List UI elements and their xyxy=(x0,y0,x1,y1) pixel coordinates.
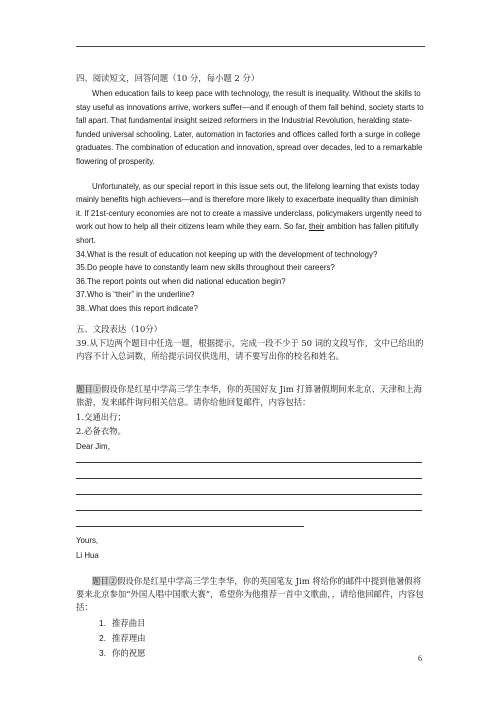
writing-line xyxy=(76,478,422,479)
topic-1-tag: 题目① xyxy=(76,384,102,394)
closing: Yours, xyxy=(76,536,99,545)
section5-heading: 五、文段表达（10分） xyxy=(76,324,163,334)
topic-2-point-1 xyxy=(99,617,146,629)
point-text: 推荐曲目 xyxy=(112,618,146,628)
topic-2-point-2 xyxy=(99,632,146,644)
page-number: 6 xyxy=(418,654,422,663)
topic-2 xyxy=(76,575,426,614)
writing-line xyxy=(76,494,422,495)
section4-heading: 四、阅读短文，回答问题（10 分，每小题 2 分） xyxy=(76,73,260,83)
paragraph-2-text: Unfortunately, as our special report in this issue sets out, the lifelong learning that exists today mainly benefits high achievers—and is therefore more likely to exacerbate inequality than diminish it. If 21st-century economies are not to create a massive underclass, policymakers urgently need to work out how to help all their citizens learn while they earn. So far, xyxy=(76,181,422,232)
writing-line xyxy=(76,510,422,511)
question-34: 34.What is the result of education not keeping up with the development of technology? xyxy=(76,249,378,259)
paragraph-2-end: ambition has fallen pitifully short. xyxy=(76,222,419,245)
point-text: 你的祝愿 xyxy=(112,648,146,658)
point-number: 2. xyxy=(99,633,106,643)
point-text: 推荐理由 xyxy=(112,633,146,643)
question-38: 38..What does this report indicate? xyxy=(76,303,198,313)
question-37: 37.Who is “their” in the underline? xyxy=(76,290,195,300)
topic-2-point-3 xyxy=(99,647,146,659)
question-36: 36.The report points out when did national education begin? xyxy=(76,276,286,286)
point-number: 3. xyxy=(99,648,106,658)
writing-line xyxy=(76,462,422,463)
topic-1-point-1: 1.交通出行； xyxy=(76,412,126,422)
passage-paragraph-1: When education fails to keep pace with technology, the result is inequality. Without the skills to stay useful as innovations arrive, workers suffer—and if enough of them fall behind, society starts to fall apart. That fundamental insight seized reformers in the Industrial Revolution, heralding state-funded universal schooling. Later, automation in factories and offices called forth a surge in college graduates. The combination of education and innovation, spread over decades, led to a remarkable flowering of prosperity. xyxy=(76,89,424,166)
greeting: Dear Jim， xyxy=(76,442,116,451)
writing-line xyxy=(76,526,304,527)
passage-paragraph-2 xyxy=(76,180,426,248)
topic-2-tag: 题目② xyxy=(92,576,118,586)
topic-2-text: 假设你是红星中学高三学生李华，你的英国笔友 Jim 将给你的邮件中提到他暑假将要来北京参加“外国人唱中国歌大赛”，希望你为他推荐一首中文歌曲，，请给他回邮件，内容包括： xyxy=(76,576,424,612)
passage xyxy=(76,87,426,316)
underlined-word: their xyxy=(308,222,325,232)
header-rule xyxy=(76,46,425,47)
topic-1 xyxy=(76,383,426,409)
topic-1-point-2: 2.必备衣物。 xyxy=(76,426,126,436)
topic-1-text: 假设你是红星中学高三学生李华，你的英国好友 Jim 打算暑假期间来北京、天津和上海旅游，发来邮件询问相关信息。请你给他回复邮件，内容包括： xyxy=(76,384,422,407)
signature: Li Hua xyxy=(76,551,99,560)
question-39: 39.从下边两个题目中任选一题，根据提示，完成一段不少于 50 词的文段写作，文中已给出的内容不计入总词数，所给提示词仅供选用，请不要写出你的校名和姓名。 xyxy=(76,338,424,361)
question-35: 35.Do people have to constantly learn new skills throughout their careers? xyxy=(76,263,335,273)
point-number: 1. xyxy=(99,618,106,628)
